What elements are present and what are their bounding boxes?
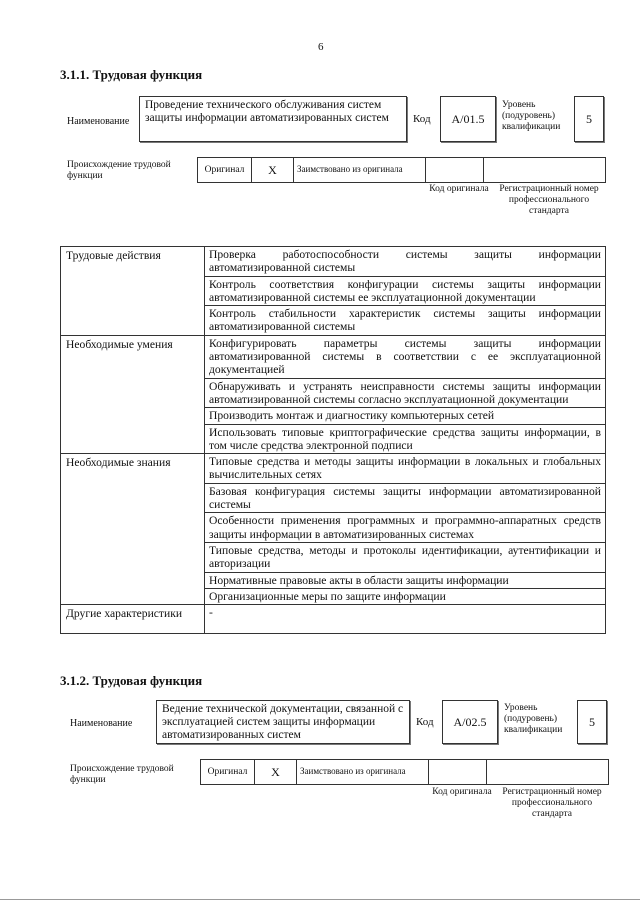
original-mark-2: X: [271, 764, 280, 779]
category-cell: Необходимые знания: [61, 454, 205, 605]
original-cell-2: [201, 760, 255, 784]
table-cell: Типовые средства и методы защиты информации в локальных и глобальных вычислительных сетях: [205, 454, 606, 484]
qualification-level-label: Уровень (подуровень) квалификации: [502, 100, 561, 132]
table-cell: Типовые средства, методы и протоколы идентификации, аутентификации и авторизации: [205, 542, 606, 572]
table-cell: Базовая конфигурация системы защиты информации автоматизированной системы: [205, 483, 606, 513]
qualification-level-box: [574, 96, 604, 142]
function-code-box-2: [442, 700, 498, 744]
table-cell: Обнаруживать и устранять неисправности системы защиты информации автоматизированной системы согласно эксплуатационной документации: [205, 378, 606, 408]
table-cell: Контроль соответствия конфигурации системы защиты информации автоматизированной системы ее эксплуатационной документации: [205, 276, 606, 306]
category-cell: Необходимые умения: [61, 335, 205, 453]
original-code-cell-2: [429, 760, 487, 784]
reg-number-caption-2: Регистрационный номер профессионального стандарта: [502, 787, 602, 819]
code-label: Код: [413, 113, 431, 125]
function-code-value-2: A/02.5: [453, 714, 487, 729]
category-cell: Другие характеристики: [61, 605, 205, 634]
code-original-caption-2: Код оригинала: [432, 787, 492, 797]
reg-number-cell-2: [487, 760, 608, 784]
table-cell: Проверка работоспособности системы защиты информации автоматизированной системы: [205, 247, 606, 277]
section-title-3-1-1: 3.1.1. Трудовая функция: [60, 67, 203, 82]
borrowed-cell-2: [297, 760, 429, 784]
table-row: [61, 454, 606, 484]
qualification-level-label-2: Уровень (подуровень) квалификации: [504, 703, 563, 735]
name-label-2: Наименование: [70, 718, 133, 729]
borrowed-label-2: Заимствовано из оригинала: [300, 766, 406, 776]
table-cell: -: [205, 605, 606, 634]
function-name-value: Проведение технического обслуживания систем защиты информации автоматизированных систем: [145, 99, 389, 124]
category-cell: Трудовые действия: [61, 247, 205, 336]
function-name-box: [139, 96, 407, 142]
origin-label-2: Происхождение трудовой функции: [70, 764, 174, 785]
origin-row-2: [200, 759, 609, 785]
original-code-cell: [426, 158, 484, 182]
origin-label: Происхождение трудовой функции: [67, 160, 171, 181]
table-cell: Конфигурировать параметры системы защиты информации автоматизированной системы в соответствии с ее эксплуатационной документацией: [205, 335, 606, 378]
name-label: Наименование: [67, 116, 130, 127]
function-code-value: A/01.5: [451, 111, 485, 126]
page-number: 6: [318, 41, 324, 53]
original-label-2: Оригинал: [207, 766, 248, 777]
function-code-box: [440, 96, 496, 142]
function-name-box-2: [156, 700, 410, 744]
code-label-2: Код: [416, 716, 434, 728]
table-row: [61, 335, 606, 378]
table-cell: Производить монтаж и диагностику компьютерных сетей: [205, 408, 606, 424]
reg-number-caption: Регистрационный номер профессионального стандарта: [499, 184, 599, 216]
origin-row: [197, 157, 606, 183]
function-name-value-2: Ведение технической документации, связанной с эксплуатацией систем защиты информации автоматизированных систем: [162, 703, 404, 741]
qualification-level-value-2: 5: [589, 714, 595, 729]
original-mark-cell: [252, 158, 294, 182]
table-row: [61, 605, 606, 634]
table-cell: Нормативные правовые акты в области защиты информации: [205, 572, 606, 588]
original-cell: [198, 158, 252, 182]
borrowed-label: Заимствовано из оригинала: [297, 164, 403, 174]
scan-edge-line: [0, 899, 640, 900]
original-mark: X: [268, 162, 277, 177]
function-table: [60, 246, 606, 634]
table-row: [61, 247, 606, 277]
section-title-3-1-2: 3.1.2. Трудовая функция: [60, 673, 203, 688]
borrowed-cell: [294, 158, 426, 182]
reg-number-cell: [484, 158, 605, 182]
original-label: Оригинал: [204, 164, 245, 175]
table-cell: Организационные меры по защите информации: [205, 588, 606, 604]
table-cell: Особенности применения программных и программно-аппаратных средств защиты информации в автоматизированных системах: [205, 513, 606, 543]
code-original-caption: Код оригинала: [429, 184, 489, 194]
original-mark-cell-2: [255, 760, 297, 784]
qualification-level-value: 5: [586, 111, 592, 126]
table-cell: Контроль стабильности характеристик системы защиты информации автоматизированной системы: [205, 306, 606, 336]
qualification-level-box-2: [577, 700, 607, 744]
table-cell: Использовать типовые криптографические средства защиты информации, в том числе средства электронной подписи: [205, 424, 606, 454]
